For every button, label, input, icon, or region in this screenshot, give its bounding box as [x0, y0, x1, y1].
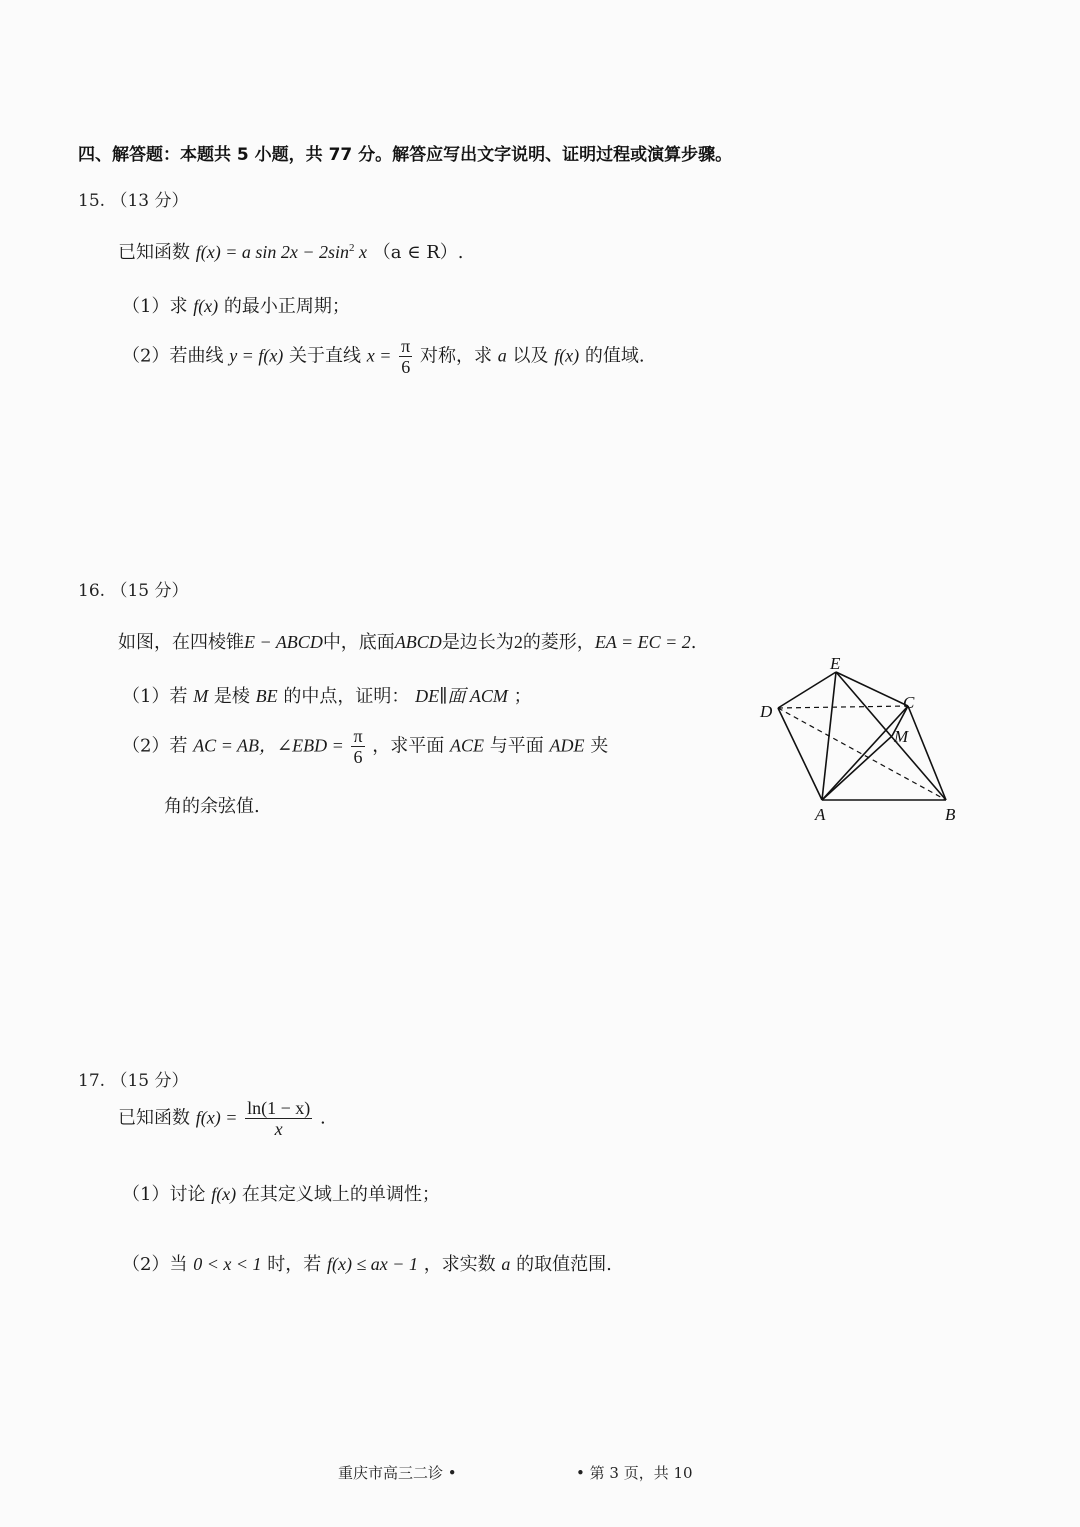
label-B: B: [945, 805, 956, 824]
q15-part2-fraction: [399, 336, 412, 377]
q17-frac-den: x: [274, 1119, 283, 1139]
q16-stem-b: 中，底面: [322, 632, 395, 653]
label-D: D: [760, 702, 773, 721]
q15-part2-text4: 的值域.: [584, 345, 645, 367]
q16-stem-e: .: [690, 632, 697, 653]
q16-part2-a: （2）若: [122, 735, 188, 757]
q16-part1-a: （1）若: [122, 686, 188, 707]
q15-part2-a: a: [497, 345, 507, 366]
q17-part2-a: （2）当: [122, 1254, 188, 1275]
q16-frac-den: 6: [353, 747, 363, 767]
q17-score: （15 分）: [110, 1071, 189, 1091]
q15-part1: [122, 292, 350, 318]
q15-stem-prefix: 已知函数: [118, 242, 190, 263]
q16-part2-b: ，求平面: [372, 735, 445, 757]
q15-stem: [118, 238, 464, 264]
q16-part2-d: 夹: [590, 735, 609, 757]
q16-part1-claim: DE∥面 ACM: [415, 686, 508, 706]
q17-stem-fx: f(x) =: [195, 1107, 238, 1128]
q15-number: 15.: [78, 191, 106, 211]
q17-part2-b: 时，若: [267, 1254, 322, 1275]
q15-part1-text: 的最小正周期；: [223, 296, 350, 317]
q17-stem-end: .: [319, 1107, 326, 1129]
q16-header: [78, 576, 189, 601]
q17-frac-num: ln(1 − x): [247, 1098, 311, 1118]
q15-part2-curve: y = f(x): [229, 345, 284, 366]
q16-part2-ACE: ACE: [450, 735, 485, 756]
edge-DC-hidden: [778, 706, 908, 708]
q17-stem: [118, 1098, 326, 1139]
q16-stem-equal: EA = EC = 2: [594, 632, 691, 652]
q17-number: 17.: [78, 1071, 106, 1091]
edge-AM: [822, 736, 892, 800]
pyramid-figure: [750, 650, 970, 830]
edge-DA: [778, 708, 822, 800]
q16-stem-a: 如图，在四棱锥: [118, 632, 244, 653]
q17-part2-range: 0 < x < 1: [193, 1254, 262, 1274]
footer-page-number: • 第 3 页，共 10: [576, 1464, 693, 1482]
q15-exponent: 2: [349, 242, 355, 254]
q17-part1-a: （1）讨论: [122, 1184, 206, 1205]
label-C: C: [903, 693, 915, 712]
q17-part1-b: 在其定义域上的单调性；: [241, 1184, 440, 1205]
q16-number: 16.: [78, 581, 106, 601]
edge-DB-hidden: [778, 708, 946, 800]
q16-stem-base: ABCD: [394, 632, 442, 652]
edge-BC: [908, 706, 946, 800]
q17-part1: [122, 1180, 440, 1206]
q16-part2: [122, 726, 608, 767]
q17-part1-fx: f(x): [211, 1184, 237, 1204]
q16-part1-c: 的中点，证明：: [283, 686, 410, 707]
q16-part1-BE: BE: [255, 686, 278, 706]
q16-frac-num: π: [353, 726, 363, 746]
q16-score: （15 分）: [110, 581, 189, 601]
label-E: E: [830, 654, 841, 673]
q15-part2-text2: 对称，求: [419, 345, 492, 367]
q16-part2-c: 与平面: [489, 735, 544, 757]
q17-part2-c: ，求实数: [423, 1254, 496, 1275]
q15-frac-den: 6: [401, 357, 411, 377]
q15-function-x: x: [354, 242, 368, 262]
edge-ED: [778, 672, 836, 708]
label-A: A: [815, 805, 826, 824]
label-M: M: [894, 727, 909, 746]
q15-score: （13 分）: [110, 191, 189, 211]
q17-part2-a-var: a: [501, 1254, 511, 1274]
q15-part2-label: （2）若曲线: [122, 345, 224, 367]
q17-part2-d: 的取值范围.: [516, 1254, 612, 1275]
q15-part2: [122, 336, 645, 377]
q16-part1-M: M: [193, 686, 209, 706]
q16-stem: [118, 628, 697, 654]
edge-EC: [836, 672, 908, 706]
q15-part2-text1: 关于直线: [289, 345, 362, 367]
q16-part1-b: 是棱: [213, 686, 250, 707]
q15-part2-line: x =: [366, 345, 392, 366]
q16-part1: [122, 682, 532, 708]
q15-condition: （a ∈ R）.: [372, 242, 464, 263]
q16-part2-ADE: ADE: [549, 735, 585, 756]
q15-part1-label: （1）求: [122, 296, 188, 317]
q16-part1-d: ；: [513, 686, 532, 707]
q15-part1-math: f(x): [193, 296, 219, 316]
q17-part2-ineq: f(x) ≤ ax − 1: [326, 1254, 418, 1274]
q15-function: f(x) = a sin 2x − 2sin: [195, 242, 350, 262]
footer-exam-name: 重庆市高三二诊 •: [338, 1464, 457, 1482]
q17-fraction: [245, 1098, 312, 1139]
q16-stem-pyramid: E − ABCD: [244, 632, 323, 652]
q15-part2-text3: 以及: [512, 345, 549, 367]
q16-part2-cond: AC = AB，∠EBD =: [193, 735, 344, 756]
q15-frac-num: π: [401, 336, 411, 356]
q17-header: [78, 1066, 189, 1091]
q17-stem-prefix: 已知函数: [118, 1107, 190, 1129]
q15-part2-fx: f(x): [554, 345, 580, 366]
q16-part2-fraction: [351, 726, 364, 767]
q15-header: [78, 186, 189, 211]
edge-AC: [822, 706, 908, 800]
q16-part2-continued: 角的余弦值.: [164, 796, 260, 817]
section-header: 四、解答题：本题共 5 小题，共 77 分。解答应写出文字说明、证明过程或演算步骤。: [78, 145, 733, 165]
q16-stem-c: 是边长为: [441, 632, 514, 653]
q16-stem-d: 的菱形，: [522, 632, 595, 653]
q16-stem-side: 2: [513, 632, 523, 652]
q17-part2: [122, 1250, 612, 1276]
